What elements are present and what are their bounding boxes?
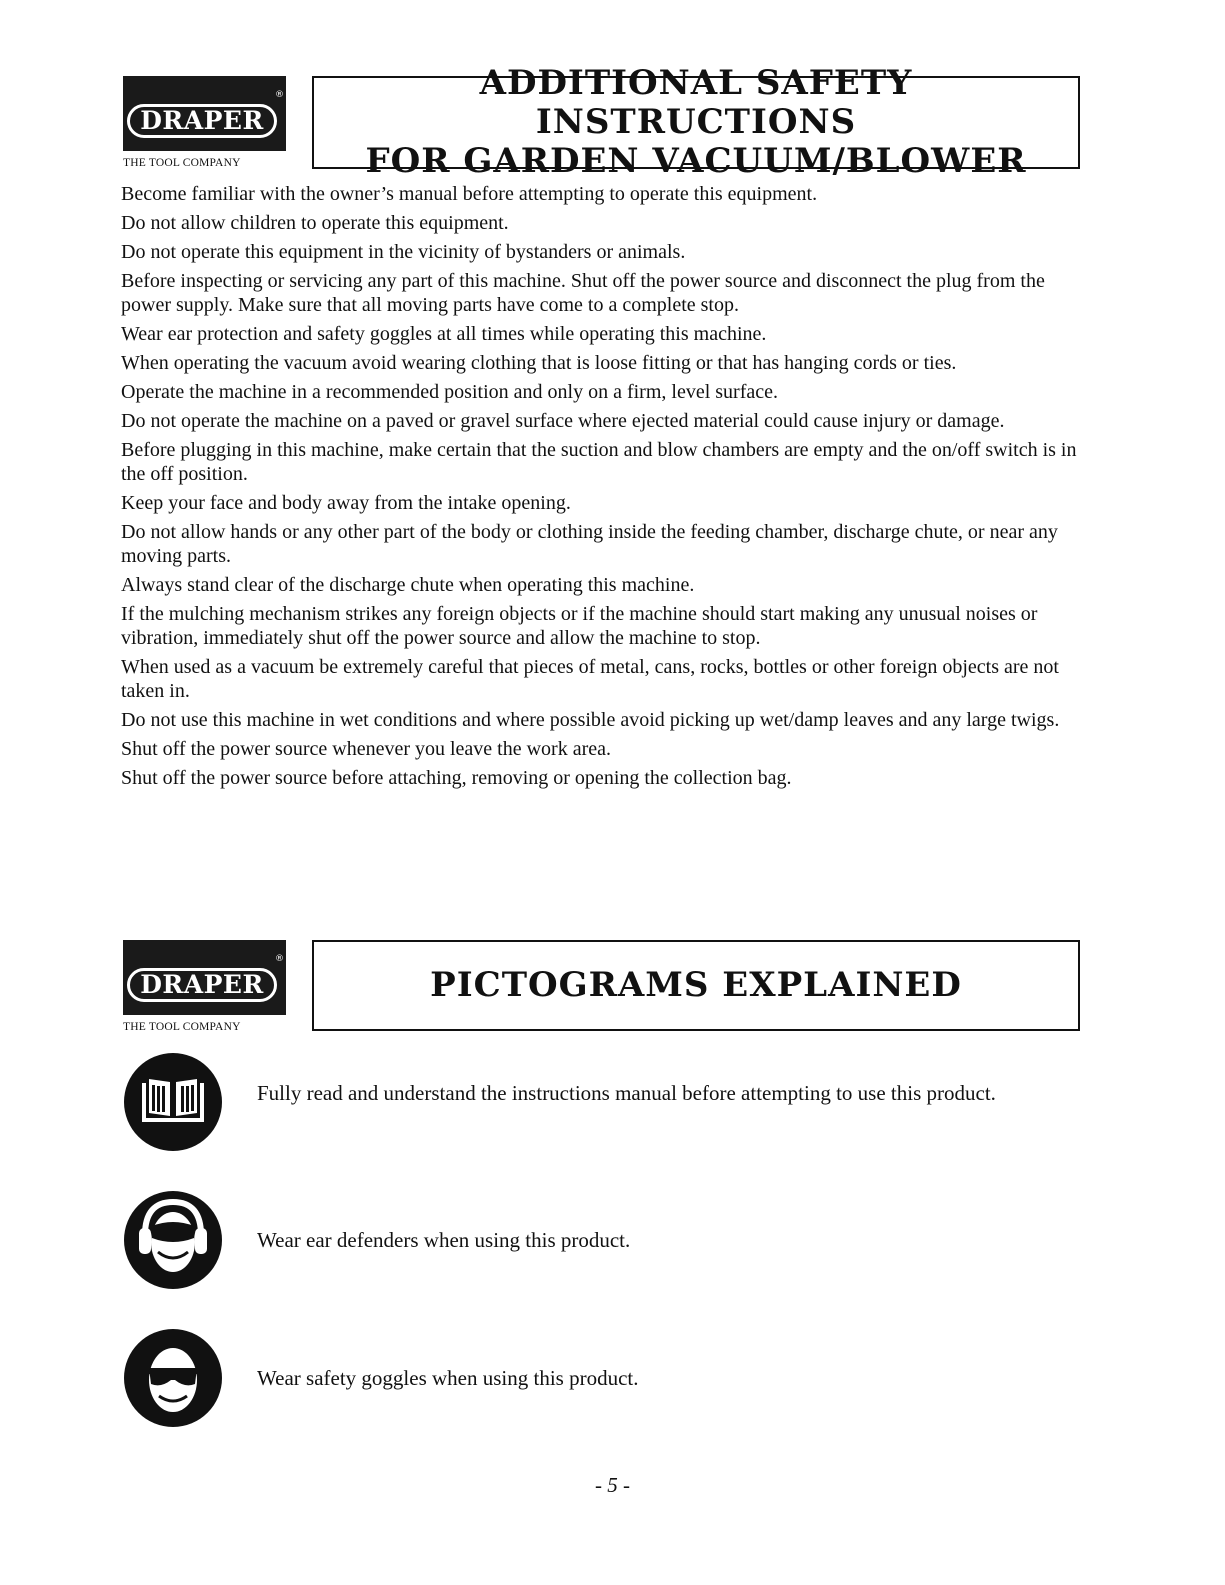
instruction-item: Become familiar with the owner’s manual before attempting to operate this equipment. xyxy=(121,183,818,205)
safety-instructions-list xyxy=(121,182,1081,795)
draper-logo-top xyxy=(123,76,289,169)
instruction-item: Do not operate the machine on a paved or gravel surface where ejected material could cause injury or damage. xyxy=(121,410,1005,432)
page-number: - 5 - xyxy=(595,1473,630,1497)
registered-mark: ® xyxy=(275,954,284,964)
safety-goggles-icon xyxy=(123,1328,223,1428)
instruction-item: Shut off the power source whenever you leave the work area. xyxy=(121,738,611,760)
registered-mark: ® xyxy=(275,90,284,100)
draper-logo-bottom xyxy=(123,940,289,1033)
instruction-item: Wear ear protection and safety goggles at all times while operating this machine. xyxy=(121,323,767,345)
instruction-item: If the mulching mechanism strikes any foreign objects or if the machine should start making any unusual noises or vibration, immediately shut off the power source and allow the machine to stop. xyxy=(121,603,1038,649)
read-manual-icon xyxy=(123,1052,223,1152)
pictograms-title: PICTOGRAMS EXPLAINED xyxy=(430,965,962,1005)
logo-tagline: THE TOOL COMPANY xyxy=(123,1021,241,1033)
instruction-item: Before plugging in this machine, make certain that the suction and blow chambers are empty and the on/off switch is in the off position. xyxy=(121,439,1077,485)
logo-wordmark: DRAPER xyxy=(127,104,277,138)
logo-wordmark: DRAPER xyxy=(127,968,277,1002)
pictogram-text: Wear ear defenders when using this product. xyxy=(257,1228,631,1252)
safety-title-box xyxy=(312,63,1080,181)
pictogram-row xyxy=(123,1190,1083,1290)
ear-defenders-icon xyxy=(123,1190,223,1290)
pictogram-row xyxy=(123,1052,1083,1152)
instruction-item: When used as a vacuum be extremely careful that pieces of metal, cans, rocks, bottles or other foreign objects are not taken in. xyxy=(121,656,1059,702)
instruction-item: Before inspecting or servicing any part of this machine. Shut off the power source and disconnect the plug from the power supply. Make sure that all moving parts have come to a complete stop. xyxy=(121,270,1045,316)
instruction-item: Do not use this machine in wet conditions and where possible avoid picking up wet/damp leaves and any large twigs. xyxy=(121,709,1060,731)
pictogram-text: Wear safety goggles when using this product. xyxy=(257,1366,639,1390)
logo-badge xyxy=(123,76,286,151)
safety-title-line1: ADDITIONAL SAFETY INSTRUCTIONS xyxy=(479,63,913,142)
instruction-item: Do not allow hands or any other part of the body or clothing inside the feeding chamber, discharge chute, or near any moving parts. xyxy=(121,521,1058,567)
safety-title-line2: FOR GARDEN VACUUM/BLOWER xyxy=(365,141,1027,181)
pictogram-text: Fully read and understand the instructions manual before attempting to use this product. xyxy=(257,1081,996,1105)
instruction-item: Do not allow children to operate this equipment. xyxy=(121,212,509,234)
pictogram-row xyxy=(123,1328,1083,1428)
instruction-item: Keep your face and body away from the intake opening. xyxy=(121,492,571,514)
instruction-item: Shut off the power source before attaching, removing or opening the collection bag. xyxy=(121,767,792,789)
pictograms-title-box xyxy=(312,940,1080,1031)
logo-badge xyxy=(123,940,286,1015)
logo-tagline: THE TOOL COMPANY xyxy=(123,157,241,169)
instruction-item: Always stand clear of the discharge chute when operating this machine. xyxy=(121,574,695,596)
instruction-item: Do not operate this equipment in the vicinity of bystanders or animals. xyxy=(121,241,686,263)
instruction-item: Operate the machine in a recommended position and only on a firm, level surface. xyxy=(121,381,778,403)
instruction-item: When operating the vacuum avoid wearing clothing that is loose fitting or that has hanging cords or ties. xyxy=(121,352,957,374)
